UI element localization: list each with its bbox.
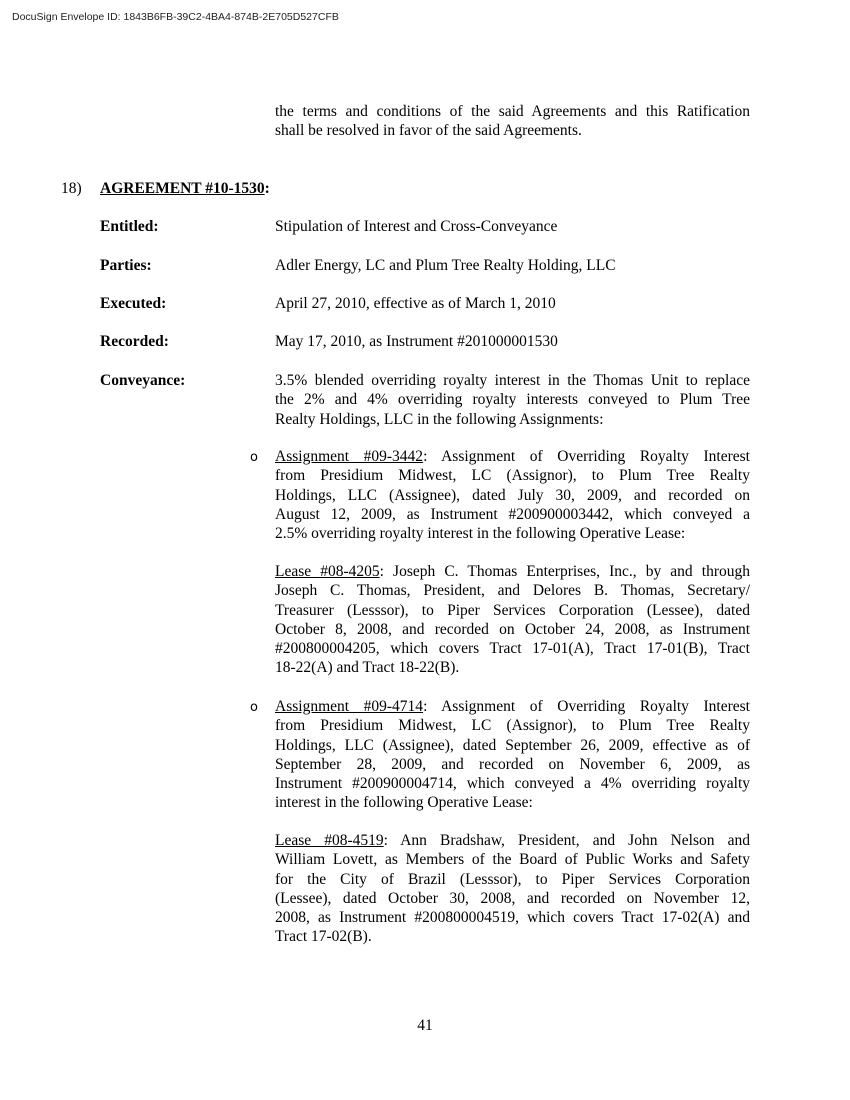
- conveyance-line: Realty Holdings, LLC in the following Assignments:: [275, 410, 604, 428]
- field-label-entitled: Entitled:: [100, 218, 159, 235]
- assignment-paragraph: [275, 447, 750, 543]
- assignment-line: August 12, 2009, as Instrument #200900003442, which conveyed a: [275, 505, 750, 523]
- page-number: 41: [417, 1017, 433, 1034]
- lease-line: [275, 831, 750, 850]
- field-label-executed: Executed:: [100, 295, 167, 312]
- lease-paragraph: [275, 562, 750, 678]
- lease-line: [275, 562, 750, 581]
- assignment-line-text: : Assignment of Overriding Royalty Interest: [423, 698, 750, 715]
- conveyance-line: 3.5% blended overriding royalty interest in the Thomas Unit to replace: [275, 372, 750, 389]
- lease-line-text: : Ann Bradshaw, President, and John Nelson and: [383, 832, 750, 849]
- assignment-line: [275, 697, 750, 716]
- bullet-marker: o: [250, 450, 258, 465]
- field-value-recorded: May 17, 2010, as Instrument #201000001530: [275, 333, 558, 350]
- assignment-paragraph: [275, 697, 750, 813]
- field-label-recorded: Recorded:: [100, 333, 169, 350]
- lease-line: for the City of Brazil (Lesssor), to Piper Services Corporation: [275, 870, 750, 888]
- conveyance-line: the 2% and 4% overriding royalty interests conveyed to Plum Tree: [275, 391, 750, 409]
- bullet-marker: o: [250, 700, 258, 715]
- lease-line: (Lessee), dated October 30, 2008, and recorded on November 12,: [275, 889, 750, 907]
- lease-ref: Lease #08-4205: [275, 563, 380, 580]
- lease-paragraph: [275, 831, 750, 947]
- conveyance-paragraph: [275, 371, 750, 429]
- assignment-line: Holdings, LLC (Assignee), dated September 26, 2009, effective as of: [275, 736, 750, 754]
- agreement-heading: [100, 179, 270, 198]
- agreement-title: AGREEMENT #10-1530: [100, 180, 265, 197]
- lease-line-text: : Joseph C. Thomas Enterprises, Inc., by and through: [379, 563, 750, 580]
- assignment-line: interest in the following Operative Lease:: [275, 794, 533, 812]
- continuation-paragraph: [275, 102, 750, 141]
- field-label-parties: Parties:: [100, 257, 152, 274]
- assignment-line: 2.5% overriding royalty interest in the following Operative Lease:: [275, 525, 686, 543]
- assignment-ref: Assignment #09-3442: [275, 448, 424, 465]
- assignment-line: Instrument #200900004714, which conveyed a 4% overriding royalty: [275, 775, 750, 793]
- continuation-line: shall be resolved in favor of the said Agreements.: [275, 122, 582, 140]
- assignment-line: Holdings, LLC (Assignee), dated July 30, 2009, and recorded on: [275, 486, 750, 504]
- lease-line: William Lovett, as Members of the Board of Public Works and Safety: [275, 851, 750, 869]
- field-value-parties: Adler Energy, LC and Plum Tree Realty Holding, LLC: [275, 257, 616, 274]
- agreement-title-colon: :: [264, 180, 270, 197]
- lease-line: 2008, as Instrument #200800004519, which covers Tract 17-02(A) and: [275, 909, 750, 927]
- field-value-executed: April 27, 2010, effective as of March 1, 2010: [275, 295, 556, 312]
- field-label-conveyance: Conveyance:: [100, 372, 186, 389]
- agreement-number: 18): [61, 180, 82, 197]
- assignment-line: from Presidium Midwest, LC (Assignor), to Plum Tree Realty: [275, 717, 750, 735]
- lease-line: Treasurer (Lesssor), to Piper Services Corporation (Lessee), dated: [275, 601, 750, 619]
- field-value-entitled: Stipulation of Interest and Cross-Conveyance: [275, 218, 558, 235]
- lease-line: #200800004205, which covers Tract 17-01(A), Tract 17-01(B), Tract: [275, 640, 750, 658]
- lease-line: 18-22(A) and Tract 18-22(B).: [275, 659, 460, 677]
- docusign-envelope-id: DocuSign Envelope ID: 1843B6FB-39C2-4BA4-874B-2E705D527CFB: [12, 11, 339, 23]
- assignment-ref: Assignment #09-4714: [275, 698, 424, 715]
- assignment-line: September 28, 2009, and recorded on November 6, 2009, as: [275, 755, 750, 773]
- continuation-line: the terms and conditions of the said Agreements and this Ratification: [275, 103, 750, 120]
- lease-ref: Lease #08-4519: [275, 832, 384, 849]
- assignment-line: [275, 447, 750, 466]
- assignment-line-text: : Assignment of Overriding Royalty Interest: [423, 448, 750, 465]
- lease-line: Tract 17-02(B).: [275, 928, 372, 946]
- assignment-line: from Presidium Midwest, LC (Assignor), to Plum Tree Realty: [275, 467, 750, 485]
- lease-line: October 8, 2008, and recorded on October 24, 2008, as Instrument: [275, 620, 750, 638]
- lease-line: Joseph C. Thomas, President, and Delores B. Thomas, Secretary/: [275, 582, 750, 600]
